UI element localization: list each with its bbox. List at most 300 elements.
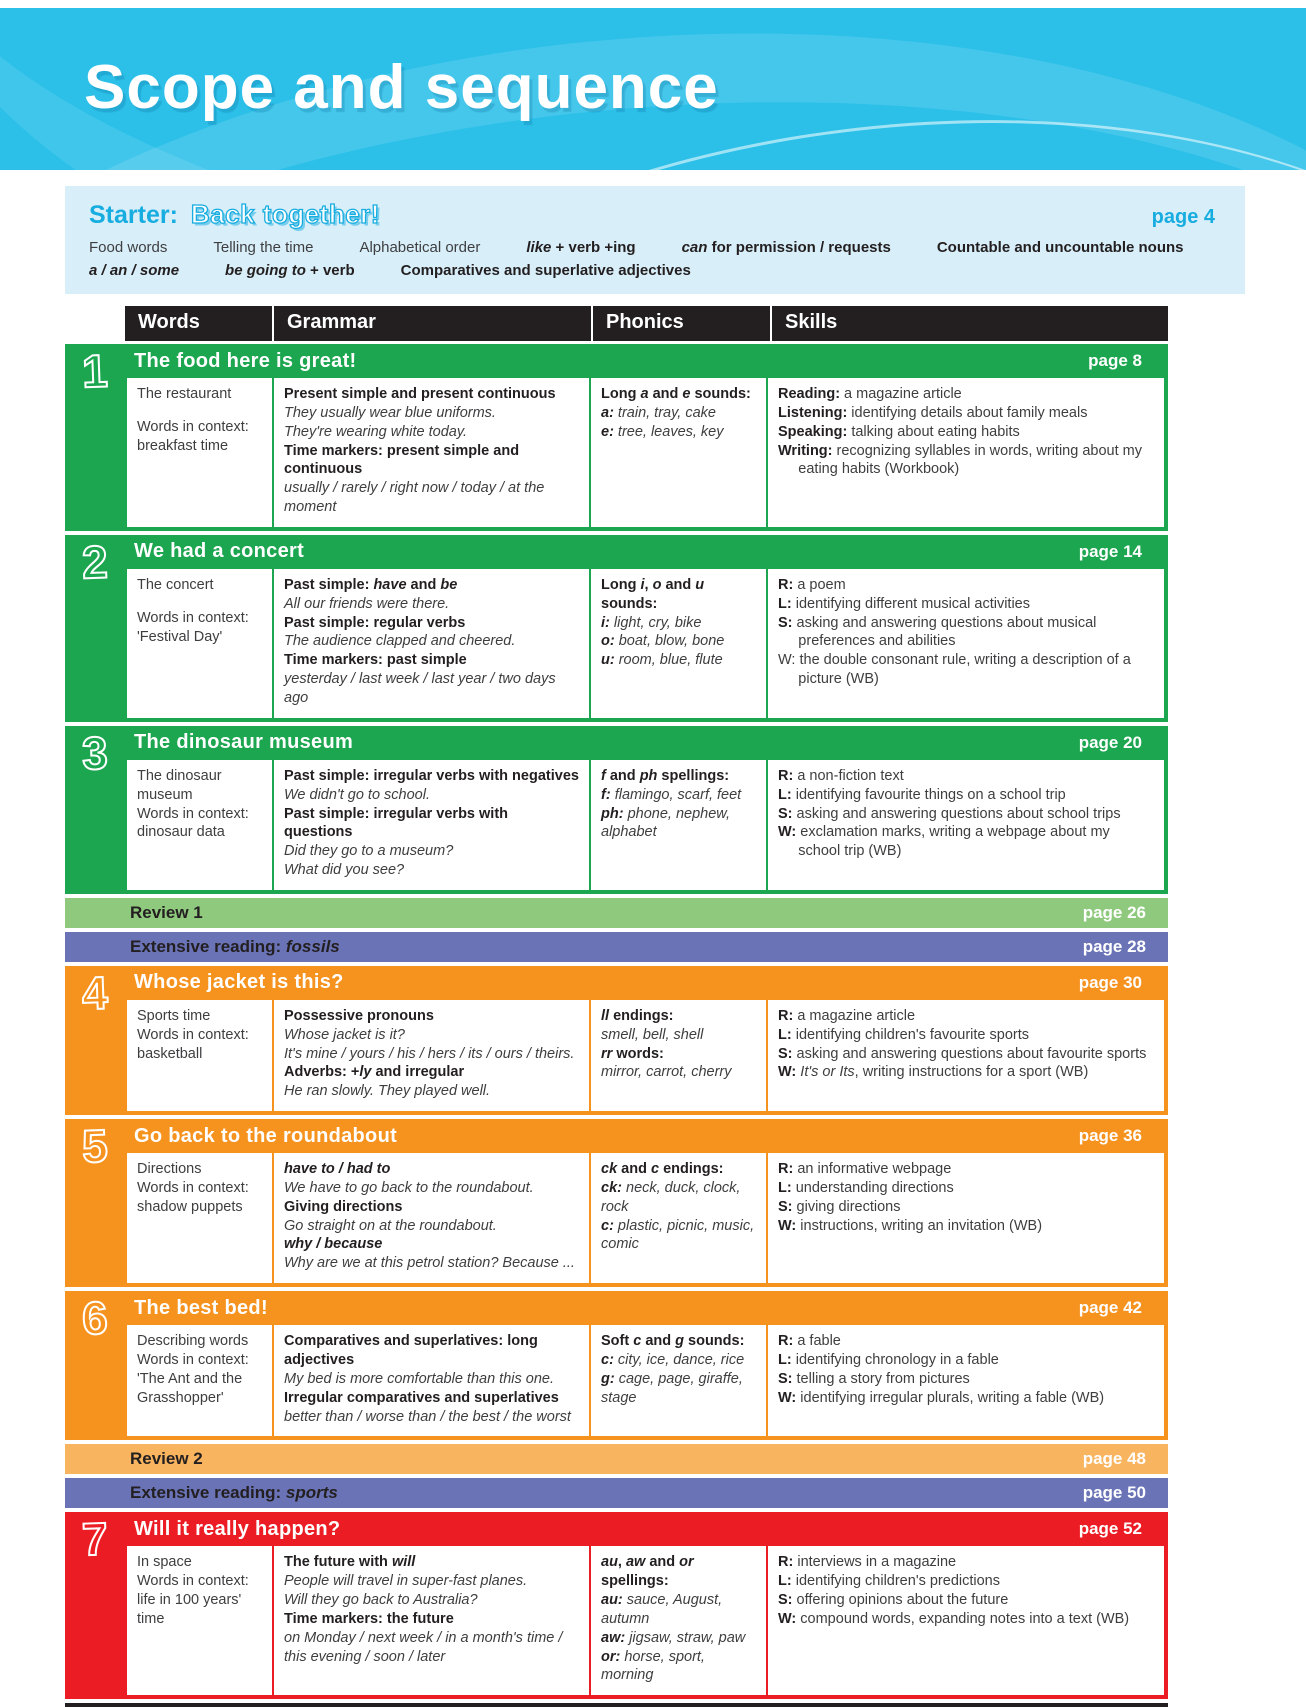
text-line: [284, 404, 579, 423]
text-run: o:: [601, 633, 619, 650]
starter-label: Starter:: [89, 201, 178, 229]
text-line: [601, 767, 756, 786]
text-run: like: [526, 239, 552, 256]
text-line: [778, 1198, 1154, 1217]
text-line: [778, 1591, 1154, 1610]
text-run: a fable: [793, 1333, 841, 1350]
text-line: [601, 1351, 756, 1370]
unit-main: [125, 1512, 1168, 1699]
unit-cells: [127, 1153, 1164, 1283]
text-line: [137, 576, 262, 595]
text-run: au: [601, 1554, 618, 1571]
text-run: rr: [601, 1045, 613, 1062]
text-run: horse, sport, morning: [601, 1648, 705, 1684]
phonics-cell: [591, 1000, 766, 1111]
text-run: Possessive pronouns: [284, 1007, 434, 1024]
starter-topics-row-1: [89, 239, 1215, 256]
text-run: 'Festival Day': [137, 628, 223, 645]
text-run: c: [633, 1333, 642, 1350]
text-run: Go straight on at the roundabout.: [284, 1217, 497, 1234]
band-page-label: page 28: [1082, 936, 1146, 956]
starter-page-label: page 4: [1151, 206, 1215, 228]
text-line: [778, 767, 1154, 786]
page-title: Scope and sequence: [84, 53, 719, 122]
text-run: identifying details about family meals: [847, 404, 1088, 421]
text-line: [284, 595, 579, 614]
text-run: S:: [778, 1370, 793, 1387]
text-line: [601, 651, 756, 670]
text-run: ll: [601, 1007, 610, 1024]
text-run: c:: [601, 1217, 618, 1234]
words-cell: [127, 760, 272, 890]
text-line: [284, 1591, 579, 1610]
unit-page-label: page 36: [1078, 1126, 1142, 1146]
text-run: words:: [612, 1045, 664, 1062]
column-header-skills: Skills: [772, 306, 1168, 341]
text-run: mirror, carrot, cherry: [601, 1064, 732, 1081]
text-run: W:: [778, 824, 797, 841]
text-line: [601, 632, 756, 651]
text-line: [284, 632, 579, 651]
review-2-band-label: [130, 1449, 203, 1469]
unit-number-column: [65, 966, 125, 1115]
starter-topic: [526, 239, 635, 256]
grammar-cell: [274, 760, 589, 890]
text-run: Words in context:: [137, 1026, 249, 1043]
text-run: usually / rarely / right now / today / at the moment: [284, 480, 545, 516]
text-run: identifying irregular plurals, writing a fable (WB): [796, 1389, 1105, 1406]
text-run: yesterday / last week / last year / two days ago: [284, 671, 556, 706]
text-run: interviews in a magazine: [793, 1554, 957, 1571]
text-run: ly: [359, 1064, 372, 1081]
column-header-grammar: Grammar: [274, 306, 591, 341]
grammar-cell: [274, 1153, 589, 1283]
text-run: They usually wear blue uniforms.: [284, 404, 496, 421]
text-run: sports: [285, 1483, 338, 1503]
unit-page-label: page 14: [1078, 541, 1142, 561]
text-run: Telling the time: [213, 239, 314, 256]
unit-title: The dinosaur museum: [134, 731, 354, 754]
text-line: [601, 404, 756, 423]
unit-main: [125, 1119, 1168, 1287]
text-line: [284, 842, 579, 861]
extensive-reading-2-band: [65, 1478, 1168, 1508]
text-run: ,: [644, 576, 653, 593]
review-1-band-label: [130, 903, 203, 923]
text-run: f: [601, 767, 606, 784]
text-run: talking about eating habits: [847, 423, 1020, 440]
text-line: [284, 1007, 579, 1026]
text-run: W:: [778, 1217, 797, 1234]
text-run: L:: [778, 1573, 792, 1590]
text-line: [284, 670, 579, 708]
text-run: c: [650, 1161, 660, 1178]
text-run: spellings:: [657, 767, 730, 784]
skills-cell: [768, 760, 1164, 890]
text-line: [284, 479, 579, 517]
phonics-cell: [591, 569, 766, 718]
skills-cell: [768, 1000, 1164, 1111]
text-run: boat, blow, bone: [618, 633, 725, 650]
text-line: [601, 1629, 756, 1648]
text-line: [284, 1235, 579, 1254]
text-run: 'The Ant and the Grasshopper': [137, 1370, 243, 1406]
text-run: Words in context:: [137, 609, 249, 626]
text-run: We have to go back to the roundabout.: [284, 1179, 534, 1196]
page: [0, 8, 1306, 1707]
unit-main: [125, 535, 1168, 722]
text-line: [137, 1370, 262, 1408]
text-run: and: [641, 1333, 676, 1350]
starter-topics-row-2: [89, 262, 1215, 279]
text-run: a magazine article: [840, 386, 962, 402]
text-line: [284, 1572, 579, 1591]
text-run: and irregular: [371, 1064, 465, 1081]
text-run: Review 2: [130, 1449, 203, 1469]
unit-title-bar: [127, 1291, 1164, 1325]
band-page-label: page 48: [1082, 1449, 1146, 1469]
text-run: Comparatives and superlative adjectives: [400, 262, 691, 279]
text-line: [601, 576, 756, 614]
text-run: a magazine article: [793, 1007, 916, 1024]
unit-row-6: [65, 1291, 1168, 1440]
starter-topic-list: [89, 239, 1215, 279]
text-run: and: [661, 576, 696, 593]
text-line: [778, 786, 1154, 805]
text-line: [137, 609, 262, 628]
text-run: S:: [778, 1592, 793, 1609]
text-run: S:: [778, 614, 793, 631]
text-run: L:: [778, 786, 792, 803]
text-run: R:: [778, 1161, 794, 1178]
text-line: [137, 805, 262, 824]
text-run: The future with: [284, 1554, 392, 1571]
unit-number-column: [65, 1291, 125, 1440]
text-run: on Monday / next week / in a month's time / this evening / soon / later: [284, 1629, 563, 1665]
text-run: dinosaur data: [137, 824, 225, 841]
unit-number-column: [65, 535, 125, 722]
text-run: understanding directions: [791, 1179, 954, 1196]
text-run: breakfast time: [137, 437, 229, 454]
text-run: Speaking:: [778, 423, 848, 440]
text-run: flamingo, scarf, feet: [614, 786, 742, 803]
text-run: ck: [601, 1161, 618, 1178]
text-run: Food words: [89, 239, 168, 256]
unit-page-label: page 8: [1088, 351, 1142, 370]
unit-title: Go back to the roundabout: [134, 1124, 398, 1147]
text-line: [137, 595, 262, 609]
grammar-cell: [274, 1000, 589, 1111]
text-line: [778, 1332, 1154, 1351]
words-cell: [127, 1325, 272, 1436]
text-run: have: [373, 576, 407, 593]
unit-main: [125, 726, 1168, 894]
text-run: for permission / requests: [707, 239, 891, 256]
text-run: Time markers: present simple and continuous: [284, 442, 520, 478]
unit-page-label: page 42: [1078, 1298, 1142, 1318]
phonics-cell: [591, 1546, 766, 1695]
text-run: instructions, writing an invitation (WB): [796, 1217, 1043, 1234]
text-run: will: [391, 1554, 416, 1571]
grammar-cell: [274, 1546, 589, 1695]
text-line: [601, 1160, 756, 1179]
starter-topic: [213, 239, 313, 256]
text-run: recognizing syllables in words, writing about my eating habits (Workbook): [798, 442, 1142, 478]
text-run: f:: [601, 786, 615, 803]
text-run: compound words, expanding notes into a text (WB): [796, 1610, 1130, 1627]
unit-cells: [127, 378, 1164, 527]
text-line: [601, 423, 756, 442]
review-1-band: [65, 898, 1168, 928]
text-run: Listening:: [778, 404, 848, 421]
grammar-cell: [274, 1325, 589, 1436]
text-run: and: [605, 767, 640, 784]
scope-and-sequence-table: [65, 306, 1168, 1707]
phonics-cell: [591, 760, 766, 890]
text-run: smell, bell, shell: [601, 1026, 704, 1043]
text-line: [137, 1007, 262, 1026]
starter-section: [65, 186, 1245, 294]
text-run: tree, leaves, key: [617, 423, 724, 440]
text-line: [137, 404, 262, 418]
unit-cells: [127, 1000, 1164, 1111]
text-run: sauce, August, autumn: [601, 1592, 723, 1627]
text-run: Past simple: irregular verbs with negatives: [284, 767, 579, 784]
text-run: W:: [778, 1064, 797, 1081]
starter-topic: [225, 262, 355, 279]
text-run: The dinosaur museum: [137, 767, 222, 803]
text-run: S:: [778, 1198, 793, 1215]
text-line: [137, 1179, 262, 1198]
text-run: Long: [601, 576, 641, 593]
text-run: L:: [778, 1026, 792, 1043]
text-run: g: [675, 1333, 684, 1350]
text-line: [601, 1648, 756, 1686]
text-run: sounds:: [690, 386, 751, 402]
words-cell: [127, 1546, 272, 1695]
text-line: [137, 1160, 262, 1179]
text-run: endings:: [659, 1161, 724, 1178]
text-line: [601, 805, 756, 843]
text-run: have to / had to: [284, 1161, 391, 1178]
text-line: [284, 385, 579, 404]
text-run: light, cry, bike: [613, 614, 702, 631]
unit-cells: [127, 760, 1164, 890]
unit-number: 1: [81, 344, 109, 398]
text-run: au:: [601, 1592, 627, 1609]
starter-topic: [89, 262, 179, 279]
text-run: Directions: [137, 1161, 202, 1178]
text-line: [137, 385, 262, 404]
phonics-cell: [591, 1325, 766, 1436]
unit-number: 5: [81, 1119, 109, 1173]
text-run: Words in context:: [137, 805, 249, 822]
text-run: Past simple:: [284, 576, 374, 593]
text-line: [778, 1160, 1154, 1179]
text-run: ph: [639, 767, 658, 784]
text-run: be: [440, 576, 458, 593]
text-run: L:: [778, 1179, 792, 1196]
text-line: [137, 1572, 262, 1591]
text-line: [137, 628, 262, 647]
text-line: [778, 1572, 1154, 1591]
text-line: [137, 418, 262, 437]
text-line: [778, 1179, 1154, 1198]
text-run: aw: [625, 1554, 646, 1571]
unit-main: [125, 1291, 1168, 1440]
table-bottom-border: [65, 1703, 1168, 1707]
text-run: sounds:: [601, 595, 658, 612]
text-run: asking and answering questions about favourite sports: [792, 1045, 1147, 1062]
text-run: Words in context:: [137, 1179, 249, 1196]
text-line: [778, 1045, 1154, 1064]
text-run: i:: [601, 614, 614, 631]
text-run: i: [640, 576, 645, 593]
table-header-row: [125, 306, 1168, 341]
text-line: [284, 1553, 579, 1572]
text-line: [284, 1370, 579, 1389]
text-line: [601, 385, 756, 404]
text-line: [284, 767, 579, 786]
unit-row-4: [65, 966, 1168, 1115]
text-run: All our friends were there.: [284, 595, 450, 612]
text-run: Giving directions: [284, 1198, 403, 1215]
text-run: identifying different musical activities: [791, 595, 1030, 612]
text-line: [778, 1553, 1154, 1572]
text-run: S:: [778, 1045, 793, 1062]
skills-cell: [768, 1153, 1164, 1283]
text-line: [137, 1351, 262, 1370]
text-line: [284, 786, 579, 805]
starter-topic: [359, 239, 480, 256]
text-line: [284, 651, 579, 670]
text-line: [284, 1082, 579, 1101]
text-run: Reading:: [778, 386, 841, 402]
unit-title-bar: [127, 1119, 1164, 1153]
text-line: [778, 614, 1154, 652]
starter-topic: [682, 239, 891, 256]
text-run: and: [648, 386, 683, 402]
unit-page-label: page 20: [1078, 732, 1142, 752]
text-line: [137, 1045, 262, 1064]
text-run: endings:: [609, 1007, 674, 1024]
unit-title: We had a concert: [134, 540, 305, 563]
grammar-cell: [274, 569, 589, 718]
text-run: Past simple: regular verbs: [284, 614, 466, 631]
text-run: Will they go back to Australia?: [284, 1592, 478, 1609]
text-run: aw:: [601, 1629, 630, 1646]
text-line: [284, 1160, 579, 1179]
text-line: [601, 1026, 756, 1045]
text-run: exclamation marks, writing a webpage about my school trip (WB): [796, 824, 1110, 860]
text-line: [137, 1332, 262, 1351]
text-line: [601, 614, 756, 633]
skills-cell: [768, 1325, 1164, 1436]
text-run: W:: [778, 1389, 797, 1406]
text-line: [778, 1370, 1154, 1389]
text-line: [601, 1553, 756, 1591]
text-line: [778, 385, 1154, 404]
text-line: [778, 805, 1154, 824]
unit-main: [125, 966, 1168, 1115]
text-line: [137, 767, 262, 805]
text-run: life in 100 years' time: [137, 1592, 242, 1627]
unit-page-label: page 52: [1078, 1519, 1142, 1539]
text-run: What did you see?: [284, 862, 405, 879]
text-run: telling a story from pictures: [792, 1370, 970, 1387]
text-run: giving directions: [792, 1198, 901, 1215]
text-run: ck:: [601, 1179, 626, 1196]
text-run: L:: [778, 1352, 792, 1368]
text-run: o: [652, 576, 662, 593]
text-run: + verb +ing: [551, 239, 636, 256]
text-run: Time markers: past simple: [284, 652, 467, 669]
text-run: and: [617, 1161, 651, 1178]
starter-title: Back together!: [190, 199, 380, 229]
text-run: and: [406, 576, 441, 593]
table-body: [65, 344, 1168, 1699]
text-run: Adverbs: +: [284, 1064, 360, 1081]
text-run: Extensive reading:: [130, 936, 286, 956]
phonics-cell: [591, 1153, 766, 1283]
text-line: [137, 1026, 262, 1045]
unit-title-bar: [127, 535, 1164, 569]
text-run: a:: [601, 404, 618, 421]
unit-title: Will it really happen?: [134, 1517, 341, 1540]
text-run: My bed is more comfortable than this one.: [284, 1370, 554, 1387]
text-run: People will travel in super-fast planes.: [284, 1573, 528, 1590]
text-line: [284, 1045, 579, 1064]
unit-row-7: [65, 1512, 1168, 1699]
unit-number: 6: [81, 1291, 109, 1345]
text-run: u:: [601, 652, 619, 669]
text-run: an informative webpage: [793, 1161, 952, 1178]
extensive-reading-1-band: [65, 932, 1168, 962]
text-run: They're wearing white today.: [284, 423, 468, 440]
text-run: sounds:: [684, 1333, 745, 1350]
text-line: [601, 786, 756, 805]
text-line: [601, 1007, 756, 1026]
extensive-reading-1-band-label: [130, 937, 340, 957]
unit-number: 7: [81, 1512, 109, 1566]
band-page-label: page 50: [1082, 1483, 1146, 1503]
text-run: Words in context:: [137, 1573, 249, 1590]
text-run: plastic, picnic, music, comic: [601, 1217, 755, 1253]
text-run: Describing words: [137, 1333, 249, 1350]
text-run: L:: [778, 595, 792, 612]
text-run: jigsaw, straw, paw: [629, 1629, 746, 1646]
text-line: [284, 1408, 579, 1427]
text-run: In space: [137, 1554, 192, 1571]
text-run: e:: [601, 423, 618, 440]
text-run: a non-fiction text: [793, 767, 904, 784]
text-line: [284, 1629, 579, 1667]
unit-number-column: [65, 1512, 125, 1699]
unit-main: [125, 344, 1168, 531]
unit-number: 3: [81, 726, 109, 780]
unit-row-2: [65, 535, 1168, 722]
text-run: identifying children's favourite sports: [791, 1026, 1029, 1043]
phonics-cell: [591, 378, 766, 527]
text-run: W:: [778, 1610, 797, 1627]
text-run: R:: [778, 576, 794, 593]
unit-cells: [127, 1325, 1164, 1436]
text-line: [601, 1045, 756, 1064]
text-run: W: the double consonant rule, writing a description of a picture (WB): [778, 652, 1131, 688]
text-line: [601, 1179, 756, 1217]
text-run: neck, duck, clock, rock: [601, 1179, 741, 1215]
text-run: R:: [778, 1007, 794, 1024]
